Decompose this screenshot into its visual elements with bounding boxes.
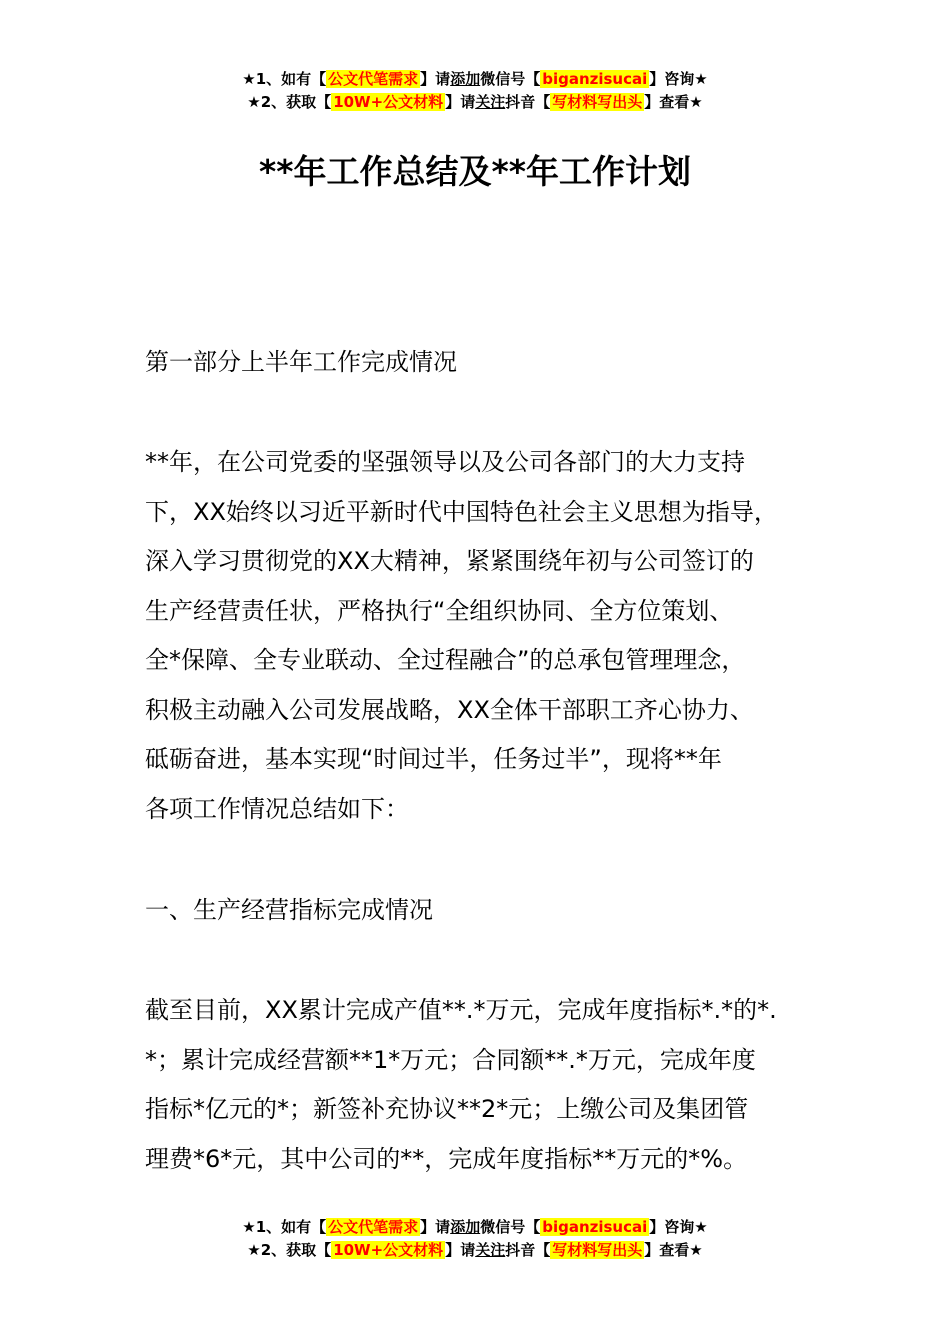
banner-text: 抖音【	[505, 1241, 551, 1259]
banner-underlined: 添加	[450, 70, 481, 88]
banner-text: ★2、获取【	[247, 1241, 332, 1259]
banner-text: 】请	[445, 93, 476, 111]
paragraph-line: 砥砺奋进，基本实现“时间过半，任务过半”，现将**年	[145, 745, 722, 773]
banner-line-2	[0, 91, 950, 114]
banner-line-1	[0, 68, 950, 91]
banner-highlight: 公文代笔需求	[328, 1218, 419, 1236]
banner-text: ★2、获取【	[247, 93, 332, 111]
section-heading-text: 第一部分上半年工作完成情况	[145, 348, 457, 376]
banner-highlight: biganzisucai	[542, 1218, 648, 1236]
banner-highlight: 写材料写出头	[552, 1241, 643, 1259]
section-heading-text: 一、生产经营指标完成情况	[145, 896, 433, 924]
banner-highlight: 写材料写出头	[552, 93, 643, 111]
banner-text: 】查看★	[644, 1241, 703, 1259]
paragraph-line: *；累计完成经营额**1*万元；合同额**.*万元，完成年度	[145, 1045, 756, 1074]
section-heading-1	[145, 338, 845, 388]
banner-highlight: 公文代笔需求	[328, 70, 419, 88]
banner-text: 】咨询★	[649, 70, 708, 88]
paragraph-line: 积极主动融入公司发展战略，XX全体干部职工齐心协力、	[145, 695, 754, 724]
paragraph-line: **年，在公司党委的坚强领导以及公司各部门的大力支持	[145, 448, 745, 476]
banner-text: 】请	[420, 70, 451, 88]
banner-text: 】请	[445, 1241, 476, 1259]
section-heading-2	[145, 886, 845, 936]
paragraph-line: 理费*6*元，其中公司的**，完成年度指标**万元的*%。	[145, 1144, 748, 1173]
paragraph-1	[145, 438, 845, 834]
banner-underlined: 添加	[450, 1218, 481, 1236]
paragraph-line: 全*保障、全专业联动、全过程融合”的总承包管理理念，	[145, 646, 746, 674]
bottom-banner	[0, 1216, 950, 1262]
paragraph-line: 生产经营责任状，严格执行“全组织协同、全方位策划、	[145, 596, 734, 625]
banner-text: 抖音【	[505, 93, 551, 111]
banner-text: 】请	[420, 1218, 451, 1236]
banner-text: 】咨询★	[649, 1218, 708, 1236]
paragraph-line: 下，XX始终以习近平新时代中国特色社会主义思想为指导，	[145, 497, 778, 526]
paragraph-line: 截至目前，XX累计完成产值**.*万元，完成年度指标*.*的*.	[145, 996, 777, 1024]
banner-text: 】查看★	[644, 93, 703, 111]
banner-highlight: 10W+公文材料	[333, 93, 444, 111]
paragraph-line: 深入学习贯彻党的XX大精神，紧紧围绕年初与公司签订的	[145, 547, 754, 575]
paragraph-2	[145, 986, 845, 1184]
banner-highlight: biganzisucai	[542, 70, 648, 88]
banner-text: 微信号【	[480, 70, 541, 88]
banner-text: 微信号【	[480, 1218, 541, 1236]
document-title: **年工作总结及**年工作计划	[258, 152, 692, 191]
banner-underlined: 关注	[475, 93, 506, 111]
banner-line-2	[0, 1239, 950, 1262]
banner-text: ★1、如有【	[242, 1218, 327, 1236]
banner-line-1	[0, 1216, 950, 1239]
banner-text: ★1、如有【	[242, 70, 327, 88]
paragraph-line: 各项工作情况总结如下：	[145, 794, 409, 823]
paragraph-line: 指标*亿元的*；新签补充协议**2*元；上缴公司及集团管	[145, 1095, 749, 1123]
banner-highlight: 10W+公文材料	[333, 1241, 444, 1259]
top-banner	[0, 68, 950, 114]
banner-underlined: 关注	[475, 1241, 506, 1259]
